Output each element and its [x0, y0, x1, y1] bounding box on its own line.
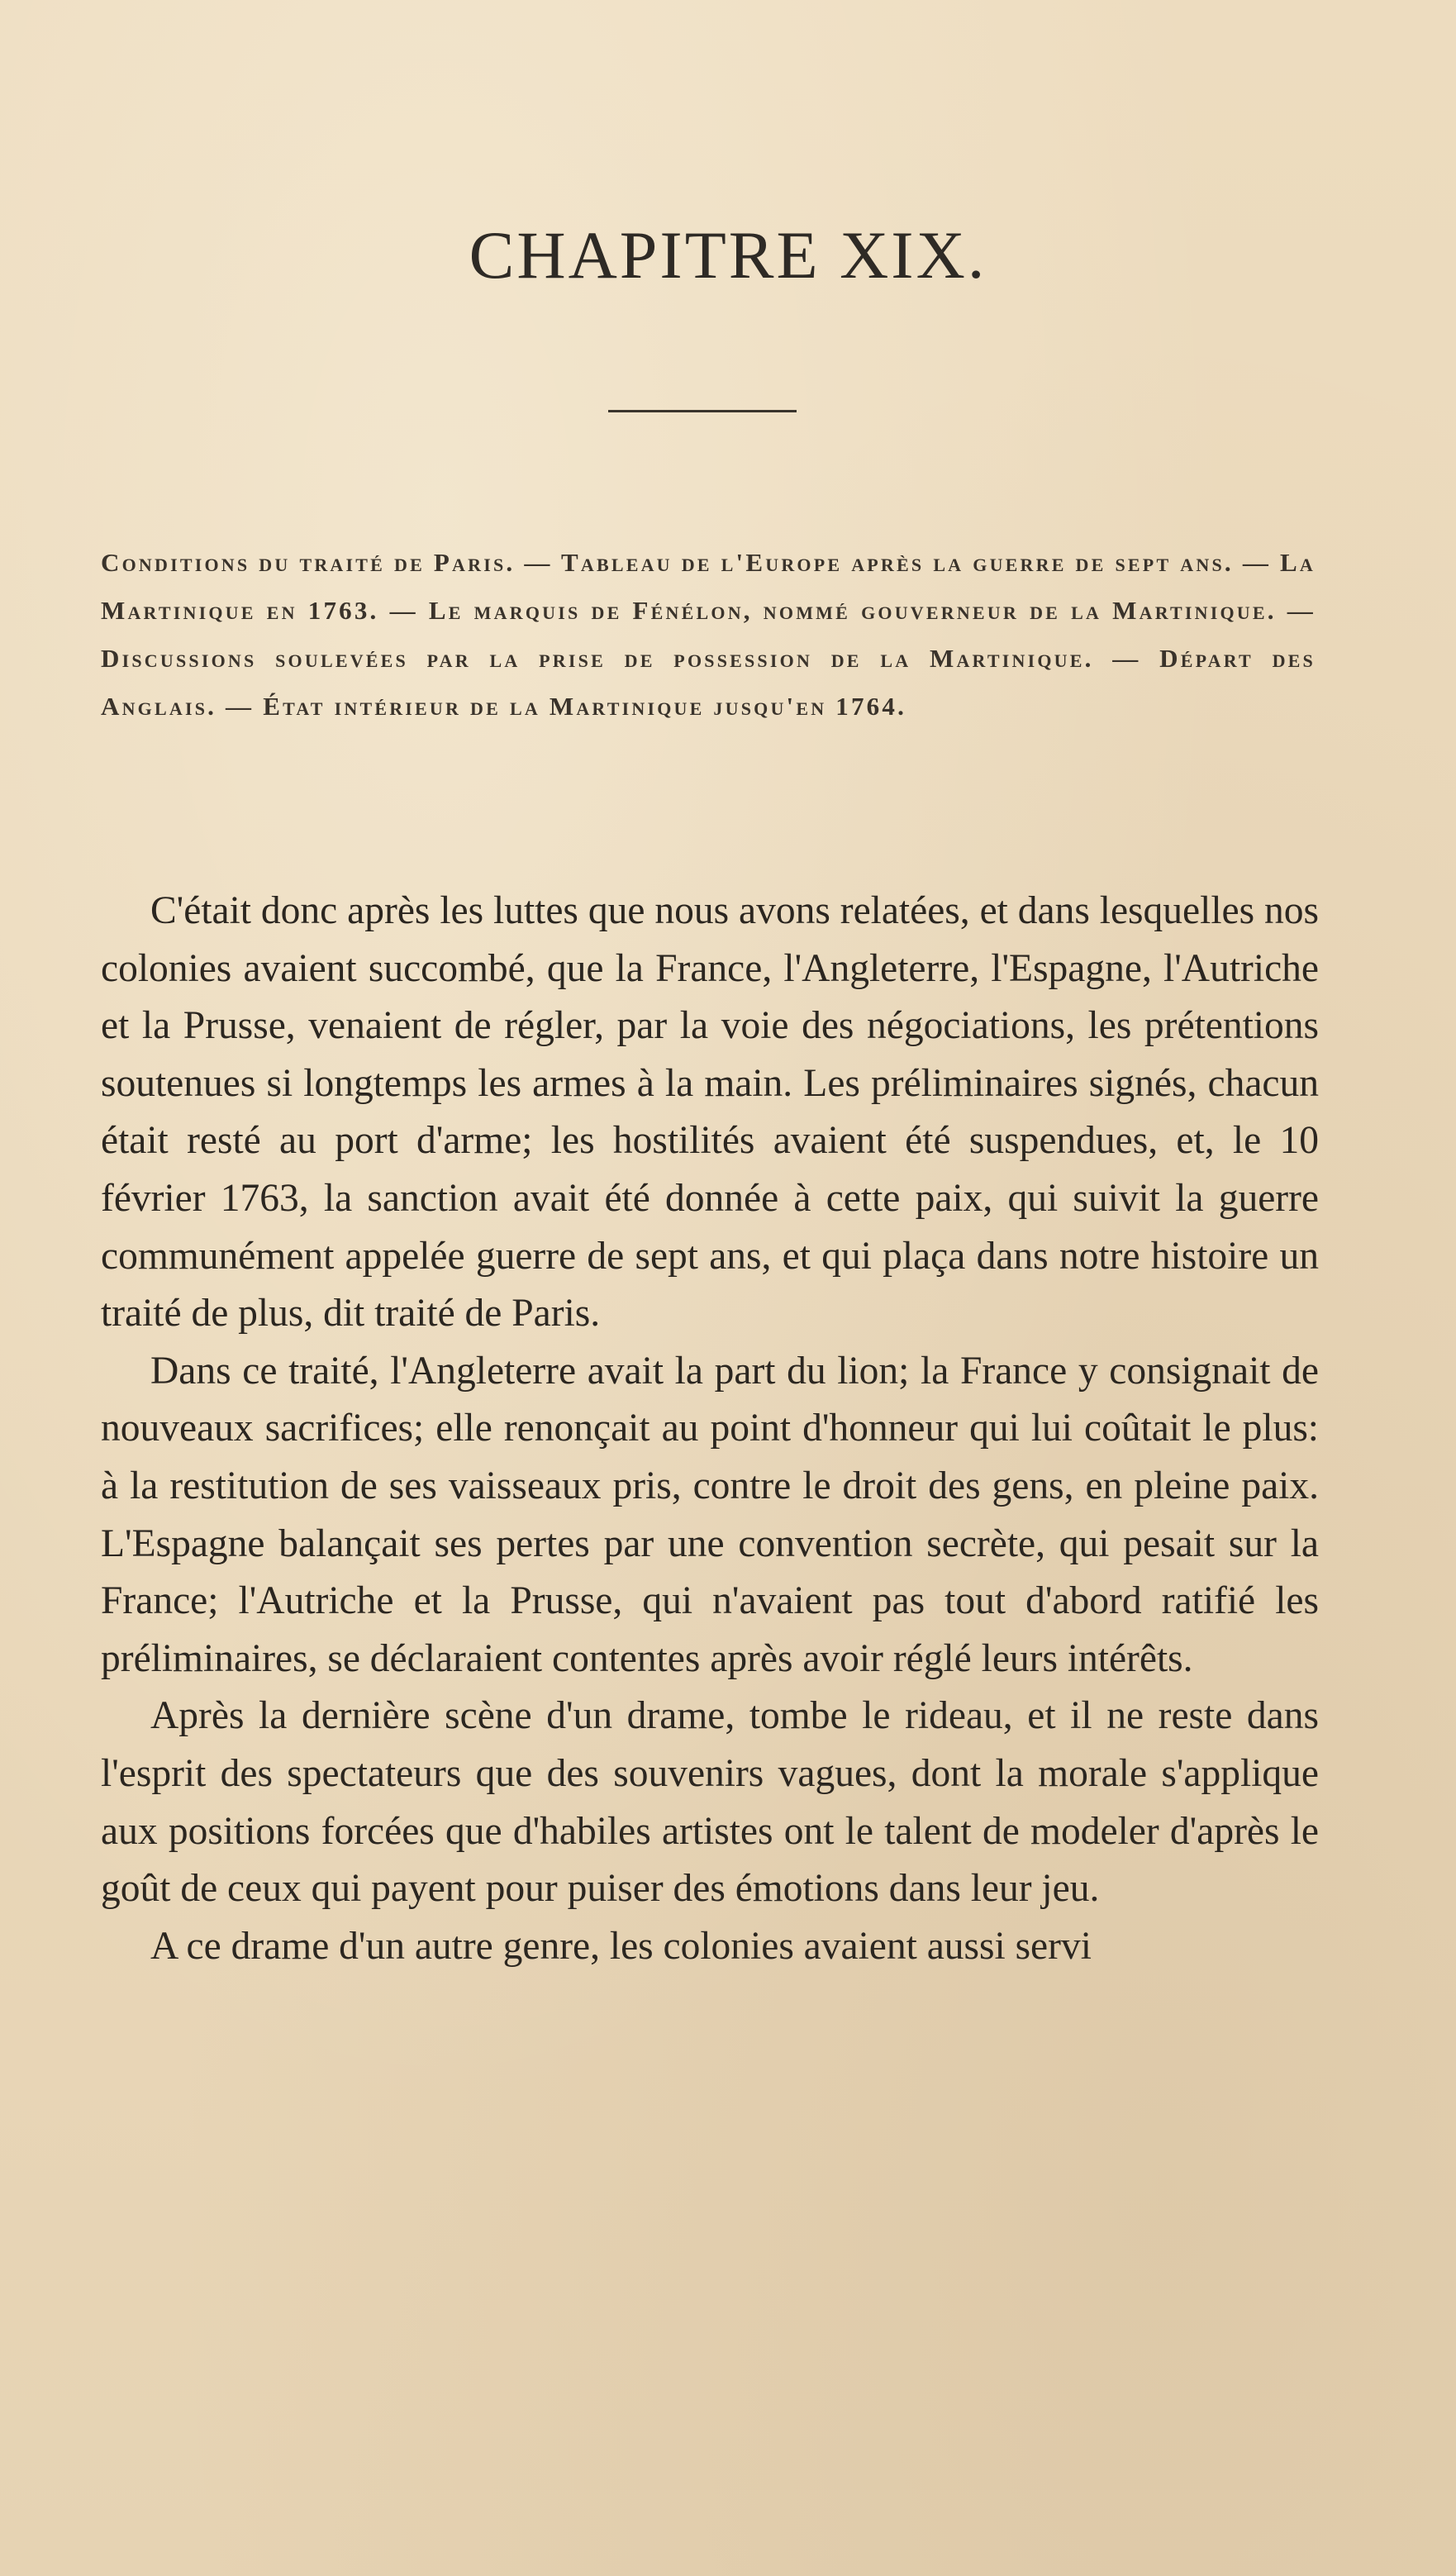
chapter-summary: Conditions du traité de Paris. — Tableau de l'Europe après la guerre de sept ans. — La Martinique en 1763. — Le marquis de Fénélon, nommé gouverneur de la Martinique. — Discussions soulevées par la prise de possession de la Martinique. — Départ des Anglais. — État intérieur de la Martinique jusqu'en 1764.: [101, 548, 1316, 721]
paragraph: A ce drame d'un autre genre, les colonies avaient aussi servi: [150, 1924, 1092, 1968]
chapter-body: [101, 883, 1319, 1975]
paragraph: Dans ce traité, l'Angleterre avait la part du lion; la France y consignait de nouveaux sacrifices; elle renonçait au point d'honneur qui lui coûtait le plus: à la restitution de ses vaisseaux pris, contre le droit des gens, en pleine paix. L'Espagne balançait ses pertes par une convention secrète, qui pesait sur la France; l'Autriche et la Prusse, qui n'avaient pas tout d'abord ratifié les préliminaires, se déclaraient contentes après avoir réglé leurs intérêts.: [101, 1349, 1319, 1680]
paragraph: Après la dernière scène d'un drame, tombe le rideau, et il ne reste dans l'esprit des spectateurs que des souvenirs vagues, dont la morale s'applique aux positions forcées que d'habiles artistes ont le talent de modeler d'après le goût de ceux qui payent pour puiser des émotions dans leur jeu.: [101, 1694, 1319, 1911]
title-divider: [608, 410, 797, 412]
chapter-title: CHAPITRE XIX.: [469, 217, 987, 293]
paragraph: C'était donc après les luttes que nous avons relatées, et dans lesquelles nos colonies avaient succombé, que la France, l'Angleterre, l'Espagne, l'Autriche et la Prusse, venaient de régler, par la voie des négociations, les prétentions soutenues si longtemps les armes à la main. Les préliminaires signés, chacun était resté au port d'arme; les hostilités avaient été suspendues, et, le 10 février 1763, la sanction avait été donnée à cette paix, qui suivit la guerre communément appelée guerre de sept ans, et qui plaça dans notre histoire un traité de plus, dit traité de Paris.: [101, 889, 1319, 1336]
